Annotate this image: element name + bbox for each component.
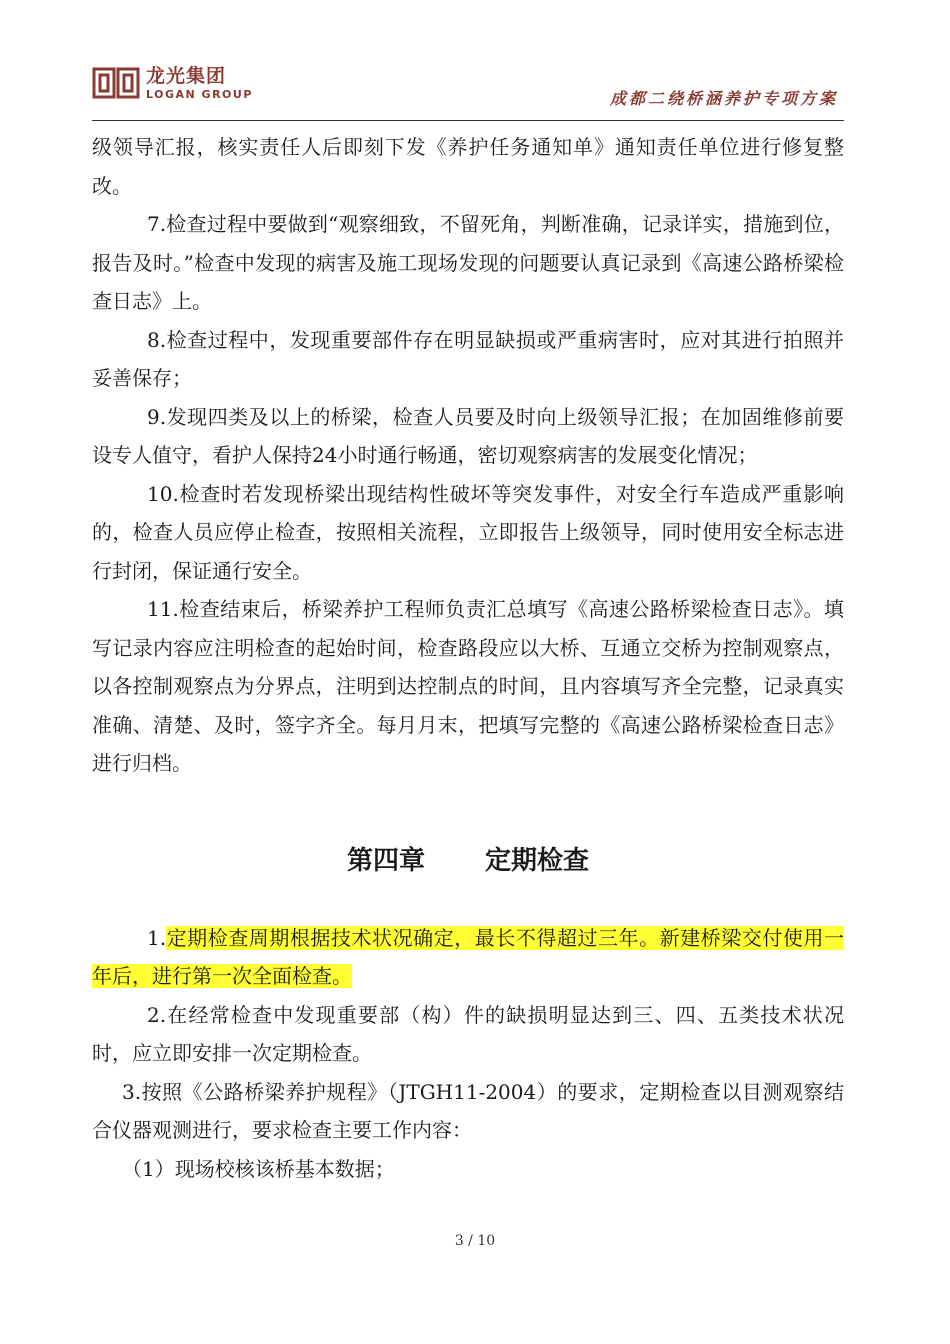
document-title: 成都二绕桥涵养护专项方案 bbox=[609, 89, 838, 108]
chapter-heading bbox=[92, 841, 844, 881]
highlighted-text: 定期检查周期根据技术状况确定，最长不得超过三年。新建桥梁交付使用一年后，进行第一次全面检查。 bbox=[92, 925, 844, 988]
logo-english-name: LOGAN GROUP bbox=[146, 87, 253, 101]
paragraph-1-number: 1. bbox=[147, 925, 167, 950]
page-number: 3 / 10 bbox=[454, 1233, 496, 1249]
paragraph-item-10: 10.检查时若发现桥梁出现结构性破坏等突发事件，对安全行车造成严重影响的，检查人员应停止检查，按照相关流程，立即报告上级领导，同时使用安全标志进行封闭，保证通行安全。 bbox=[92, 481, 844, 583]
chapter-number: 第四章 bbox=[346, 845, 425, 876]
chapter-paragraph-3-1: （1）现场校核该桥基本数据； bbox=[122, 1156, 395, 1181]
chapter-paragraph-1 bbox=[92, 919, 844, 996]
document-body bbox=[92, 128, 844, 1188]
paragraph-item-8: 8.检查过程中，发现重要部件存在明显缺损或严重病害时，应对其进行拍照并妥善保存； bbox=[92, 327, 844, 390]
paragraph-item-11: 11.检查结束后，桥梁养护工程师负责汇总填写《高速公路桥梁检查日志》。填写记录内容应注明检查的起始时间，检查路段应以大桥、互通立交桥为控制观察点，以各控制观察点为分界点，注明到达控制点的时间，且内容填写齐全完整，记录真实准确、清楚、及时，签字齐全。每月月末，把填写完整的《高速公路桥梁检查日志》进行归档。 bbox=[92, 597, 844, 775]
paragraph-item-9: 9.发现四类及以上的桥梁，检查人员要及时向上级领导汇报；在加固维修前要设专人值守，看护人保持24小时通行畅通，密切观察病害的发展变化情况； bbox=[92, 404, 844, 467]
chapter-paragraph-3: 3.按照《公路桥梁养护规程》（JTGH11-2004）的要求，定期检查以目测观察结合仪器观测进行，要求检查主要工作内容： bbox=[92, 1079, 844, 1142]
logan-logo-icon bbox=[92, 66, 140, 100]
paragraph-item-7: 7.检查过程中要做到“观察细致，不留死角，判断准确，记录详实，措施到位，报告及时。”检查中发现的病害及施工现场发现的问题要认真记录到《高速公路桥梁检查日志》上。 bbox=[92, 212, 844, 313]
company-logo bbox=[92, 66, 253, 100]
page-header bbox=[92, 62, 844, 121]
chapter-title: 定期检查 bbox=[485, 845, 590, 876]
chapter-paragraph-2: 2.在经常检查中发现重要部（构）件的缺损明显达到三、四、五类技术状况时，应立即安排一次定期检查。 bbox=[92, 1002, 844, 1065]
paragraph-continued: 级领导汇报，核实责任人后即刻下发《养护任务通知单》通知责任单位进行修复整改。 bbox=[92, 135, 844, 198]
logo-chinese-name: 龙光集团 bbox=[146, 64, 227, 87]
